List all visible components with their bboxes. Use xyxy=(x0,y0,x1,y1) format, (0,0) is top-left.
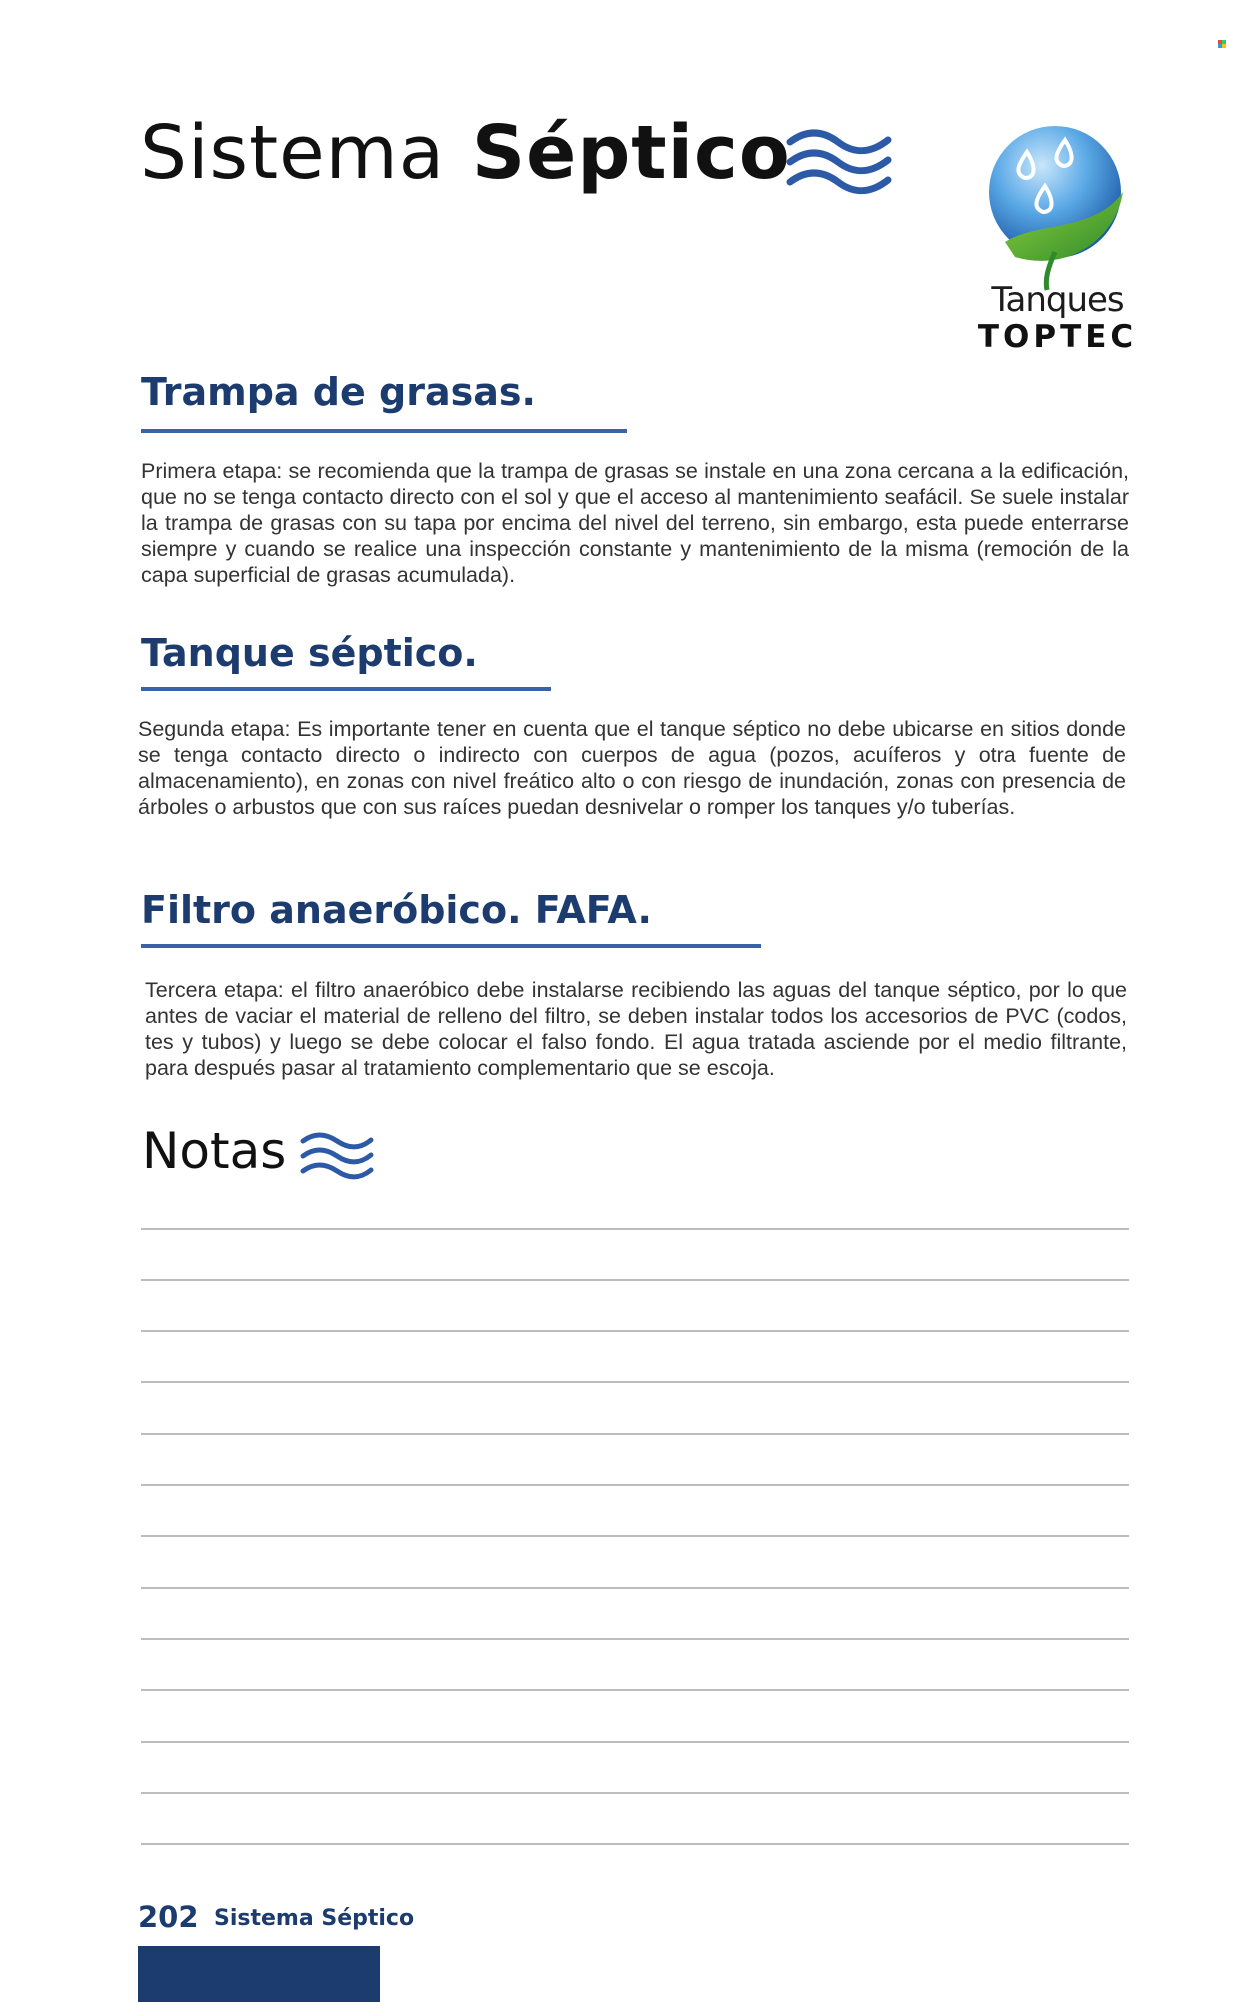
section-text-filtro: Tercera etapa: el filtro anaeróbico debe instalarse recibiendo las aguas del tanque séptico, por lo que antes de vaciar el material de relleno del filtro, se deben instalar todos los accesorios de PVC (codos, tes y tubos) y luego se debe colocar el falso fondo. El agua tratada asciende por el medio filtrante, para después pasar al tratamiento complementario que se escoja. xyxy=(145,978,1127,1080)
note-line xyxy=(141,1638,1129,1640)
note-line xyxy=(141,1279,1129,1281)
footer-title: Sistema Séptico xyxy=(214,1906,415,1931)
note-line xyxy=(141,1433,1129,1435)
section-rule xyxy=(141,944,761,948)
print-mark-icon xyxy=(1218,40,1226,48)
note-line xyxy=(141,1381,1129,1383)
page-title xyxy=(140,110,791,196)
section-text-tanque: Segunda etapa: Es importante tener en cuenta que el tanque séptico no debe ubicarse en sitios donde se tenga contacto directo o indirecto con cuerpos de agua (pozos, acuíferos y otra fuente de almacenamiento), en zonas con nivel freático alto o con riesgo de inundación, zonas con presencia de árboles o arbustos que con sus raíces puedan desnivelar o romper los tanques y/o tuberías. xyxy=(138,717,1126,819)
water-waves-icon xyxy=(786,128,892,198)
notes-title: Notas xyxy=(142,1122,287,1180)
footer-color-bar xyxy=(138,1946,380,2002)
note-line xyxy=(141,1587,1129,1589)
note-line xyxy=(141,1792,1129,1794)
note-line xyxy=(141,1535,1129,1537)
section-text-trampa: Primera etapa: se recomienda que la trampa de grasas se instale en una zona cercana a la edificación, que no se tenga contacto directo con el sol y que el acceso al mantenimiento seafácil. Se suele instalar la trampa de grasas con su tapa por encima del nivel del terreno, sin embargo, esta puede enterrarse siempre y cuando se realice una inspección constante y mantenimiento de la misma (remoción de la capa superficial de grasas acumulada). xyxy=(141,459,1129,587)
water-waves-icon xyxy=(300,1131,374,1181)
section-heading-trampa: Trampa de grasas. xyxy=(141,370,536,414)
note-line xyxy=(141,1689,1129,1691)
note-line xyxy=(141,1484,1129,1486)
logo-text-toptec: TOPTEC xyxy=(977,319,1138,355)
note-line xyxy=(141,1843,1129,1845)
section-heading-filtro: Filtro anaeróbico. FAFA. xyxy=(141,888,652,932)
page-title-light: Sistema xyxy=(140,110,446,196)
note-line xyxy=(141,1330,1129,1332)
section-rule xyxy=(141,687,551,691)
note-line xyxy=(141,1228,1129,1230)
page-title-bold: Séptico xyxy=(471,110,791,196)
note-line xyxy=(141,1741,1129,1743)
page-number: 202 xyxy=(138,1900,199,1934)
section-rule xyxy=(141,429,627,433)
water-drops-globe-leaf-logo xyxy=(985,122,1130,292)
logo-text-tanques: Tanques xyxy=(991,280,1124,320)
section-heading-tanque: Tanque séptico. xyxy=(141,631,478,675)
brand-logo xyxy=(975,122,1140,362)
